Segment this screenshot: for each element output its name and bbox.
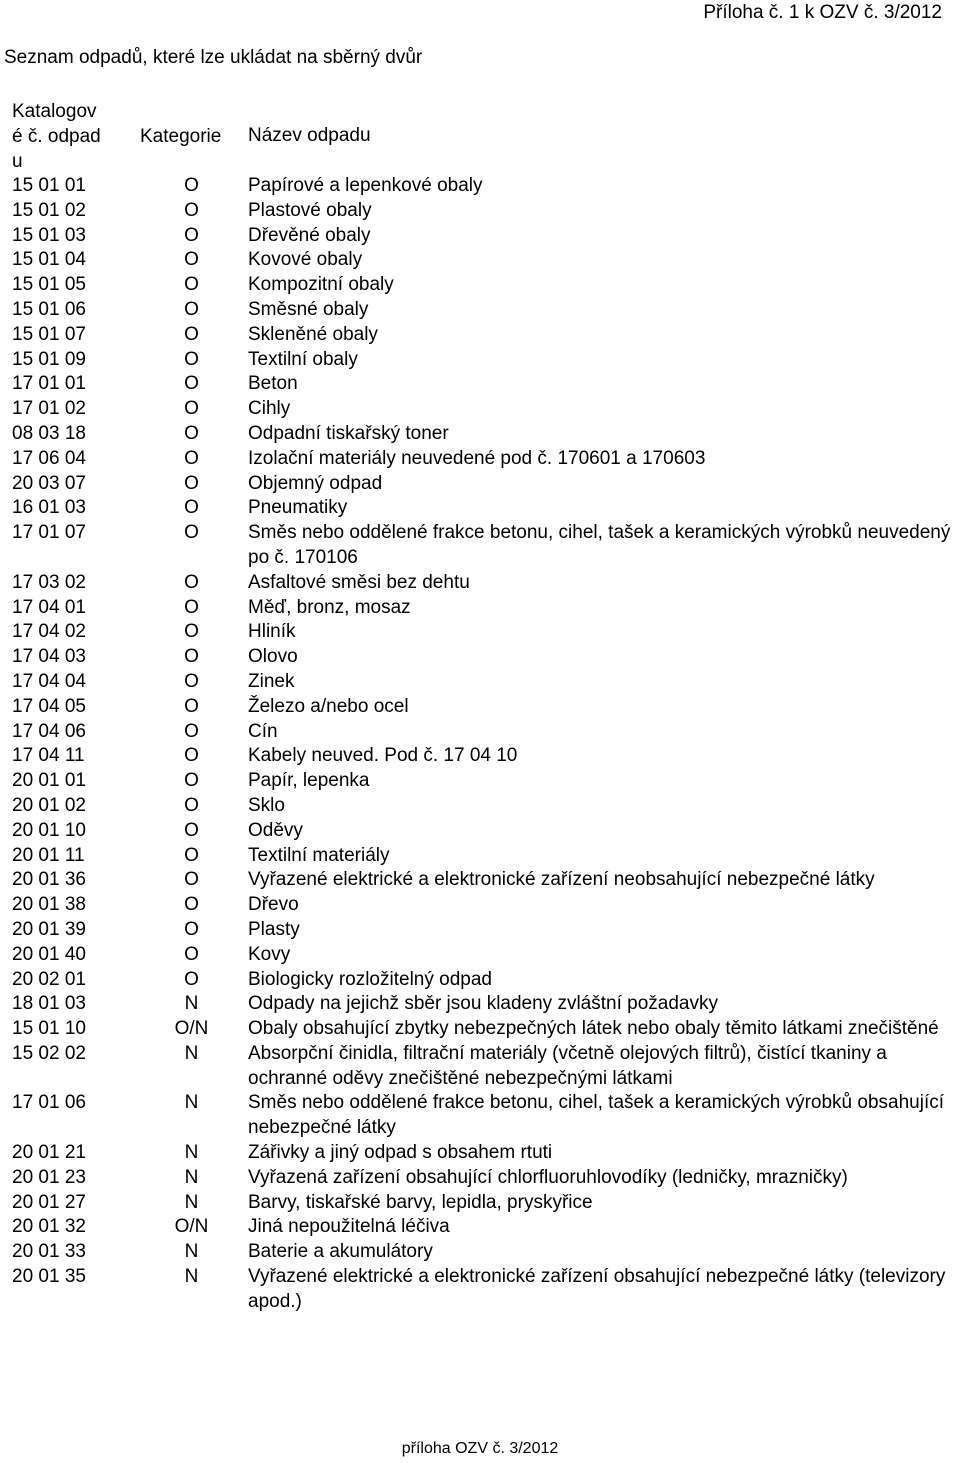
waste-category: O (184, 770, 199, 792)
waste-name: Beton (248, 373, 298, 395)
waste-category: O (184, 943, 199, 965)
waste-code: 20 01 11 (12, 844, 85, 866)
waste-category: O (184, 571, 199, 593)
waste-name: Měď, bronz, mosaz (248, 596, 411, 618)
waste-name: Cihly (248, 398, 291, 420)
waste-name: Sklo (248, 794, 285, 816)
waste-category: O (184, 398, 199, 420)
table-row (12, 1141, 960, 1166)
waste-category: O (184, 224, 199, 246)
waste-category: O (184, 175, 199, 196)
waste-category: O (184, 472, 199, 494)
table-row (12, 472, 960, 497)
waste-category: O (184, 869, 199, 891)
waste-name: Textilní materiály (248, 844, 390, 866)
table-row (12, 1166, 960, 1191)
waste-category: O (184, 298, 199, 320)
waste-category: N (184, 1092, 199, 1114)
waste-category: O (184, 348, 199, 370)
waste-name: Vyřazené elektrické a elektronické zařízení obsahující nebezpečné látky (televizory apod.) (248, 1266, 946, 1312)
waste-code: 20 02 01 (12, 968, 86, 990)
waste-code: 15 01 10 (12, 1018, 86, 1040)
waste-category: N (184, 1241, 199, 1263)
waste-code: 17 04 04 (12, 670, 86, 692)
table-row (12, 893, 960, 918)
waste-category: O (184, 249, 199, 271)
waste-code: 20 01 36 (12, 869, 86, 891)
table-row (12, 868, 960, 893)
table-row (12, 720, 960, 745)
waste-code: 15 01 04 (12, 249, 86, 271)
table-row (12, 943, 960, 968)
table-row (12, 1042, 960, 1092)
waste-category: O (184, 646, 199, 668)
table-row (12, 224, 960, 249)
table-row (12, 372, 960, 397)
waste-code: 20 01 38 (12, 894, 86, 916)
waste-name: Směsné obaly (248, 298, 369, 320)
waste-name: Absorpční činidla, filtrační materiály (včetně olejových filtrů), čistící tkaniny a ochranné oděvy znečištěné nebezpečnými látkami (248, 1042, 887, 1089)
table-row (12, 571, 960, 596)
table-row (12, 1265, 960, 1315)
waste-name: Baterie a akumulátory (248, 1241, 433, 1263)
waste-name: Kovy (248, 943, 291, 965)
waste-code: 15 01 03 (12, 224, 86, 246)
waste-code: 17 04 01 (12, 596, 86, 618)
table-body (12, 174, 960, 1315)
table-row (12, 819, 960, 844)
waste-category: O (184, 497, 199, 519)
waste-code: 17 04 02 (12, 621, 86, 643)
waste-name: Skleněné obaly (248, 323, 378, 345)
table-row (12, 645, 960, 670)
header-category-label: Kategorie (140, 126, 222, 147)
table-row (12, 1215, 960, 1240)
waste-name: Zářivky a jiný odpad s obsahem rtuti (248, 1142, 553, 1164)
waste-category: O (184, 794, 199, 816)
waste-code: 15 01 09 (12, 348, 86, 370)
waste-category: O (184, 968, 199, 990)
waste-category: N (184, 1191, 199, 1213)
waste-category: N (184, 1166, 199, 1188)
table-row (12, 620, 960, 645)
waste-name: Plastové obaly (248, 199, 372, 221)
waste-category: O (184, 323, 199, 345)
waste-code: 17 04 06 (12, 720, 86, 742)
waste-name: Asfaltové směsi bez dehtu (248, 571, 470, 593)
table-row (12, 521, 960, 571)
waste-code: 15 02 02 (12, 1042, 86, 1064)
document-title: Seznam odpadů, které lze ukládat na sběrný dvůr (4, 47, 423, 68)
waste-name: Obaly obsahující zbytky nebezpečných látek nebo obaly těmito látkami znečištěné (248, 1018, 939, 1040)
waste-code: 17 01 06 (12, 1092, 86, 1114)
waste-code: 20 01 32 (12, 1216, 86, 1238)
waste-code: 15 01 07 (12, 323, 86, 345)
table-row (12, 695, 960, 720)
waste-category: O (184, 522, 199, 544)
table-row (12, 1240, 960, 1265)
table-row (12, 769, 960, 794)
waste-code: 17 03 02 (12, 571, 86, 593)
waste-name: Odpady na jejichž sběr jsou kladeny zvláštní požadavky (248, 993, 718, 1015)
waste-name: Textilní obaly (248, 348, 358, 370)
waste-code: 20 01 33 (12, 1241, 86, 1263)
table-row (12, 348, 960, 373)
table-row (12, 174, 960, 199)
waste-name: Hliník (248, 621, 296, 643)
waste-name: Vyřazené elektrické a elektronické zařízení neobsahující nebezpečné látky (248, 869, 875, 891)
waste-name: Dřevo (248, 894, 299, 916)
table-row (12, 496, 960, 521)
waste-category: O/N (174, 1018, 209, 1040)
table-row (12, 794, 960, 819)
waste-code: 20 01 40 (12, 943, 86, 965)
table-row (12, 596, 960, 621)
waste-name: Směs nebo oddělené frakce betonu, cihel, tašek a keramických výrobků obsahující nebezpečné látky (248, 1092, 944, 1139)
waste-category: O/N (174, 1216, 209, 1238)
waste-name: Biologicky rozložitelný odpad (248, 968, 492, 990)
waste-name: Pneumatiky (248, 497, 348, 519)
waste-name: Oděvy (248, 819, 303, 841)
waste-category: O (184, 720, 199, 742)
waste-code: 20 01 27 (12, 1191, 86, 1213)
footer-text: příloha OZV č. 3/2012 (401, 1440, 559, 1457)
waste-code: 20 01 10 (12, 819, 86, 841)
waste-name: Papírové a lepenkové obaly (248, 175, 483, 196)
waste-code: 17 06 04 (12, 447, 86, 469)
waste-code: 20 03 07 (12, 472, 86, 494)
waste-name: Kovové obaly (248, 249, 363, 271)
waste-code: 15 01 06 (12, 298, 86, 320)
waste-name: Plasty (248, 918, 300, 940)
waste-category: O (184, 844, 199, 866)
waste-code: 15 01 01 (12, 175, 86, 196)
waste-category: N (184, 993, 199, 1015)
waste-category: O (184, 596, 199, 618)
table-row (12, 918, 960, 943)
waste-name: Kabely neuved. Pod č. 17 04 10 (248, 745, 518, 767)
table-row (12, 422, 960, 447)
table-row (12, 968, 960, 993)
table-row (12, 670, 960, 695)
table-row (12, 844, 960, 869)
waste-code: 17 01 02 (12, 398, 86, 420)
waste-code: 17 01 01 (12, 373, 86, 395)
waste-category: O (184, 745, 199, 767)
waste-name: Kompozitní obaly (248, 274, 394, 296)
waste-name: Cín (248, 720, 278, 742)
waste-code: 15 01 02 (12, 199, 86, 221)
table-row (12, 447, 960, 472)
table-row (12, 1091, 960, 1141)
waste-code: 17 04 11 (12, 745, 85, 767)
waste-category: O (184, 695, 199, 717)
waste-category: O (184, 819, 199, 841)
waste-name: Odpadní tiskařský toner (248, 422, 449, 444)
waste-category: O (184, 670, 199, 692)
waste-category: N (184, 1266, 199, 1288)
header-code-label: Katalogové č. odpadu (12, 101, 101, 172)
waste-name: Dřevěné obaly (248, 224, 371, 246)
table-row (12, 199, 960, 224)
table-row (12, 298, 960, 323)
waste-category: O (184, 199, 199, 221)
waste-name: Izolační materiály neuvedené pod č. 170601 a 170603 (248, 447, 706, 469)
waste-code: 20 01 23 (12, 1166, 86, 1188)
table-row (12, 744, 960, 769)
waste-code: 17 01 07 (12, 522, 86, 544)
waste-name: Směs nebo oddělené frakce betonu, cihel, tašek a keramických výrobků neuvedený po č. 170106 (248, 522, 951, 568)
table-row (12, 992, 960, 1017)
waste-name: Vyřazená zařízení obsahující chlorfluoruhlovodíky (ledničky, mrazničky) (248, 1166, 848, 1188)
waste-category: O (184, 274, 199, 296)
waste-name: Objemný odpad (248, 472, 383, 494)
waste-code: 15 01 05 (12, 274, 86, 296)
table-row (12, 1017, 960, 1042)
header-code (12, 99, 136, 174)
table-row (12, 273, 960, 298)
waste-name: Jiná nepoužitelná léčiva (248, 1216, 450, 1238)
waste-category: O (184, 447, 199, 469)
waste-category: O (184, 422, 199, 444)
table-row (12, 323, 960, 348)
waste-category: N (184, 1042, 199, 1064)
waste-name: Papír, lepenka (248, 770, 370, 792)
table-row (12, 397, 960, 422)
waste-code: 17 04 05 (12, 695, 86, 717)
waste-code: 20 01 01 (12, 770, 86, 792)
waste-code: 18 01 03 (12, 993, 86, 1015)
waste-category: O (184, 621, 199, 643)
waste-name: Olovo (248, 646, 298, 668)
table-row (12, 1191, 960, 1216)
waste-code: 16 01 03 (12, 497, 86, 519)
waste-name: Železo a/nebo ocel (248, 695, 409, 717)
waste-category: N (184, 1142, 199, 1164)
waste-category: O (184, 894, 199, 916)
waste-category: O (184, 373, 199, 395)
waste-code: 20 01 39 (12, 918, 86, 940)
header-category (136, 99, 247, 174)
waste-category: O (184, 918, 199, 940)
table-header-row (12, 99, 960, 174)
header-name: Název odpadu (248, 125, 371, 147)
waste-code: 08 03 18 (12, 422, 86, 444)
table-row (12, 248, 960, 273)
waste-name: Barvy, tiskařské barvy, lepidla, pryskyřice (248, 1191, 593, 1213)
waste-table (12, 99, 960, 1315)
waste-code: 20 01 35 (12, 1266, 86, 1288)
waste-code: 17 04 03 (12, 646, 86, 668)
waste-name: Zinek (248, 670, 295, 692)
waste-code: 20 01 02 (12, 794, 86, 816)
waste-code: 20 01 21 (12, 1142, 86, 1164)
attachment-label: Příloha č. 1 k OZV č. 3/2012 (703, 2, 942, 23)
